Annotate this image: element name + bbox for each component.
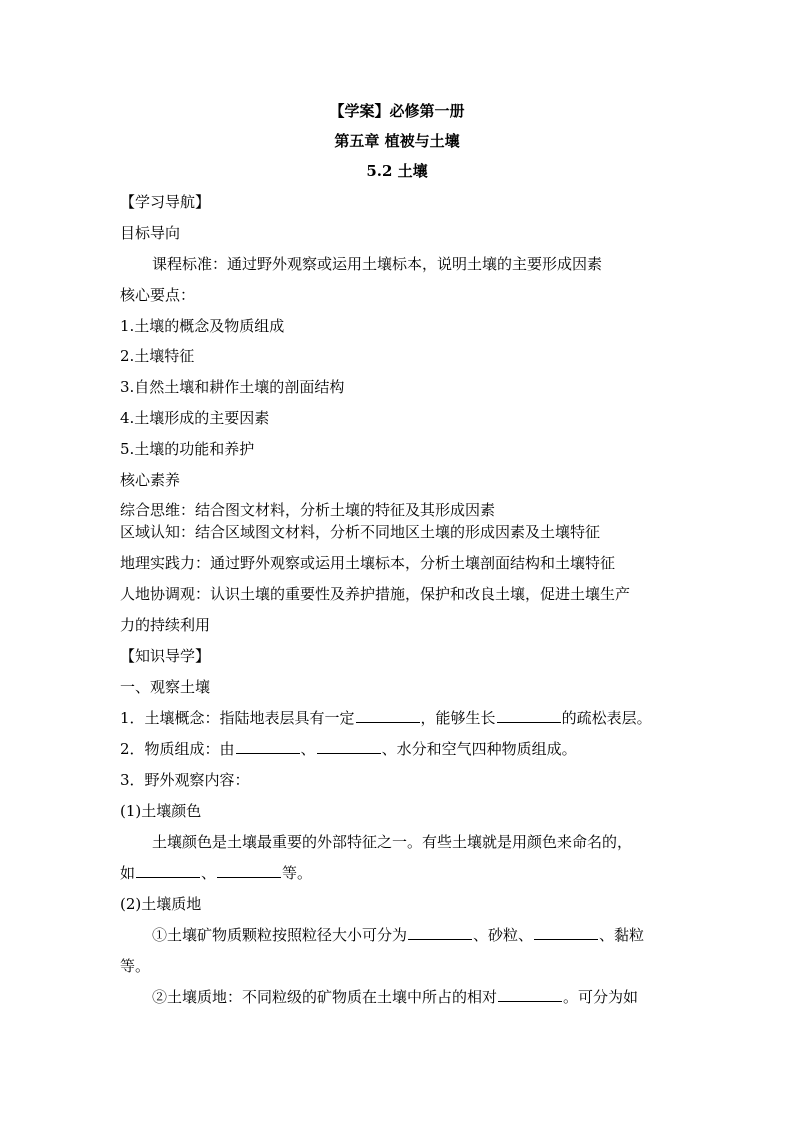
question-text: ①土壤矿物质颗粒按照粒径大小可分为 [152, 926, 408, 944]
key-point-item: 3.自然土壤和耕作土壤的剖面结构 [120, 378, 345, 396]
question-text: 等。 [282, 864, 313, 882]
part-one-heading: 一、观察土壤 [120, 678, 211, 696]
fill-blank[interactable] [317, 739, 381, 754]
key-points-heading: 核心要点： [120, 286, 196, 304]
literacy-item: 人地协调观：认识土壤的重要性及养护措施，保护和改良土壤，促进土壤生产 [120, 585, 631, 603]
literacy-heading: 核心素养 [120, 471, 181, 489]
question-text: ②土壤质地：不同粒级的矿物质在土壤中所占的相对 [152, 988, 498, 1006]
question-text: ，能够生长 [420, 709, 496, 727]
sub-heading-color: (1)土壤颜色 [120, 802, 202, 820]
fill-blank[interactable] [498, 987, 562, 1002]
fill-blank[interactable] [136, 863, 200, 878]
key-point-item: 1.土壤的概念及物质组成 [120, 317, 285, 335]
chapter-title: 第五章 植被与土壤 [334, 132, 460, 150]
texture-particles-end: 等。 [120, 957, 151, 975]
key-point-item: 5.土壤的功能和养护 [120, 440, 255, 458]
question-text: 如 [120, 864, 136, 882]
sub-heading-texture: (2)土壤质地 [120, 895, 202, 913]
literacy-item: 地理实践力：通过野外观察或运用土壤标本，分析土壤剖面结构和土壤特征 [120, 554, 616, 572]
color-examples [120, 863, 680, 883]
literacy-item: 区域认知：结合区域图文材料，分析不同地区土壤的形成因素及土壤特征 [120, 523, 601, 541]
question-soil-concept [120, 708, 680, 728]
question-text: 、水分和空气四种物质组成。 [381, 740, 577, 758]
literacy-item: 综合思维：结合图文材料，分析土壤的特征及其形成因素 [120, 501, 496, 519]
question-text: 2．物质组成：由 [120, 740, 235, 758]
fill-blank[interactable] [236, 739, 300, 754]
question-text: 、黏粒 [599, 926, 645, 944]
fill-blank[interactable] [534, 925, 598, 940]
doc-title: 【学案】必修第一册 [329, 102, 465, 120]
question-composition [120, 739, 680, 759]
question-text: 的疏松表层。 [561, 709, 652, 727]
question-text: 、砂粒、 [473, 926, 534, 944]
question-text: 1．土壤概念：指陆地表层具有一定 [120, 709, 355, 727]
course-standard: 课程标准：通过野外观察或运用土壤标本，说明土壤的主要形成因素 [152, 255, 603, 273]
question-text: 、 [201, 864, 217, 882]
fill-blank[interactable] [217, 863, 281, 878]
question-field-observation: 3．野外观察内容： [120, 771, 250, 789]
texture-particles [152, 925, 680, 945]
question-text: 、 [300, 740, 316, 758]
fill-blank[interactable] [408, 925, 472, 940]
key-point-item: 4.土壤形成的主要因素 [120, 409, 270, 427]
goal-heading: 目标导向 [120, 224, 181, 242]
literacy-item: 力的持续利用 [120, 616, 211, 634]
guide-heading: 【学习导航】 [120, 193, 211, 211]
section-title: 5.2 土壤 [366, 162, 428, 180]
color-paragraph: 土壤颜色是土壤最重要的外部特征之一。有些土壤就是用颜色来命名的， [152, 833, 633, 851]
key-point-item: 2.土壤特征 [120, 347, 195, 365]
texture-definition [152, 987, 680, 1007]
fill-blank[interactable] [356, 708, 420, 723]
fill-blank[interactable] [497, 708, 561, 723]
question-text: 。可分为如 [563, 988, 639, 1006]
knowledge-heading: 【知识导学】 [120, 647, 211, 665]
